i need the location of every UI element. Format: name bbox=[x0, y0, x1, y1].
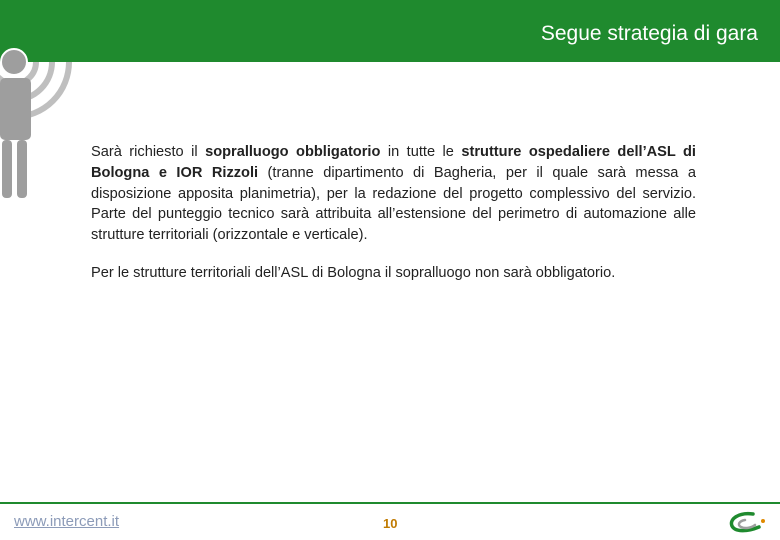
text-segment: Sarà richiesto il bbox=[91, 144, 206, 160]
bold-segment: strutture ospedaliere dell’ASL di Bologna e IOR Rizzoli bbox=[91, 144, 696, 181]
website-link[interactable]: www.intercent.it bbox=[14, 513, 120, 530]
intercent-logo-icon bbox=[723, 511, 771, 535]
footer-divider bbox=[0, 502, 780, 504]
slide-title: Segue strategia di gara bbox=[540, 22, 758, 45]
bold-segment: sopralluogo obbligatorio bbox=[205, 144, 381, 160]
page-number: 10 bbox=[383, 516, 398, 531]
content-body bbox=[91, 142, 696, 284]
paragraph-inspection bbox=[91, 142, 696, 246]
text-segment: in tutte le bbox=[380, 144, 462, 160]
header-bar bbox=[0, 0, 780, 62]
text-segment: (tranne dipartimento di Bagheria, per il quale sarà messa a disposizione apposita planimetria), per la redazione del progetto complessivo del servizio. Parte del punteggio tecnico sarà attribuita all’estensione del perimetro di automazione alle strutture territoriali (orizzontale e verticale). bbox=[91, 164, 696, 244]
person-signal-icon bbox=[0, 0, 90, 210]
paragraph-territorial: Per le strutture territoriali dell’ASL di Bologna il sopralluogo non sarà obbligatorio. bbox=[91, 264, 616, 281]
